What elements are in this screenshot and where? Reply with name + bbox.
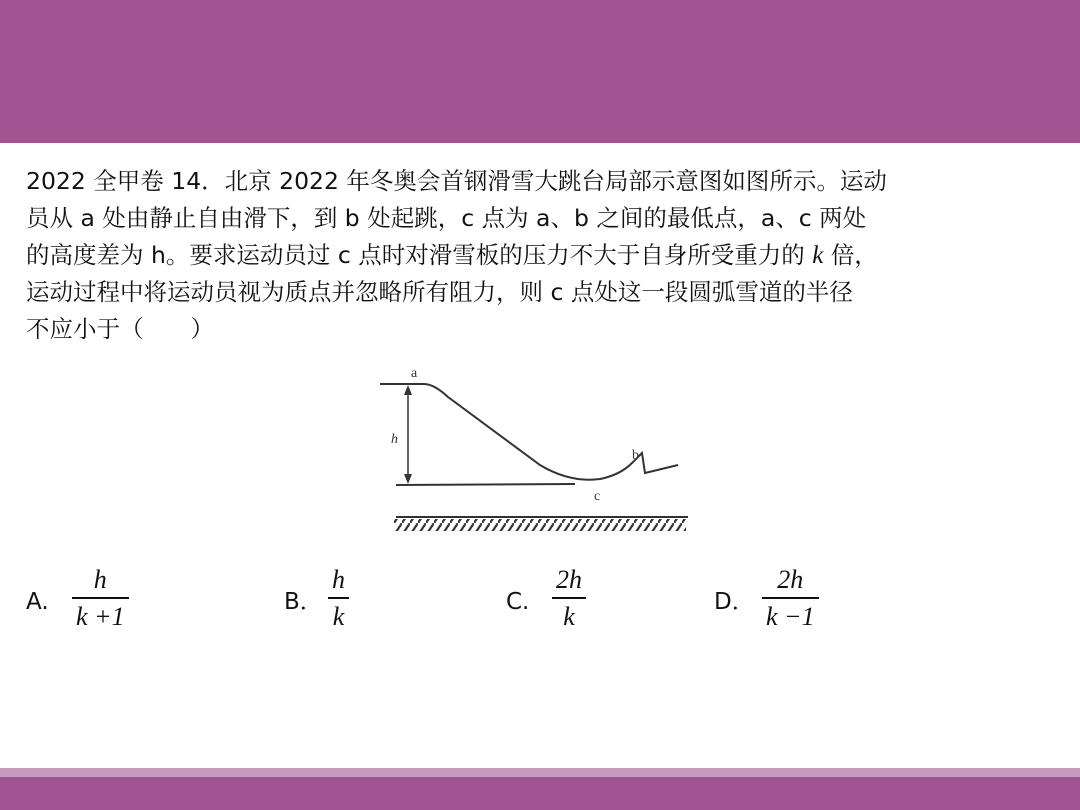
- question-line-4: 运动过程中将运动员视为质点并忽略所有阻力，则 c 点处这一段圆弧雪道的半径: [26, 278, 853, 306]
- fraction-bar: [552, 597, 586, 599]
- question-line-3: [26, 237, 1056, 274]
- question-line-3-end: 倍，: [830, 241, 878, 269]
- label-b: b: [632, 448, 639, 463]
- header-band: [0, 0, 1080, 143]
- option-a[interactable]: [26, 565, 166, 640]
- arrow-head-bottom: [404, 474, 412, 484]
- question-line-5: 不应小于（ ）: [26, 315, 214, 343]
- question-line-1: 2022 全甲卷 14．北京 2022 年冬奥会首钢滑雪大跳台局部示意图如图所示。运动: [26, 167, 887, 195]
- option-b-denominator: k: [332, 601, 345, 631]
- option-d-fraction: [762, 565, 819, 632]
- label-c: c: [594, 489, 601, 504]
- footer-band: [0, 777, 1080, 810]
- option-a-fraction: [72, 565, 129, 632]
- option-d[interactable]: [714, 565, 854, 640]
- fraction-bar: [328, 597, 349, 599]
- label-h: h: [391, 432, 398, 447]
- k-symbol: k: [812, 242, 824, 269]
- ski-jump-svg: [370, 355, 700, 540]
- option-b-numerator: h: [332, 565, 345, 594]
- option-d-denominator: k −1: [766, 601, 815, 631]
- option-a-letter: A.: [26, 589, 49, 615]
- option-c-letter: C.: [506, 589, 530, 615]
- option-c-denominator: k: [563, 601, 575, 631]
- option-c-numerator: 2h: [556, 565, 582, 594]
- option-d-numerator: 2h: [777, 565, 804, 594]
- ground-hatch: [394, 519, 686, 531]
- question-line-3-text: 的高度差为 h。要求运动员过 c 点时对滑雪板的压力不大于自身所受重力的: [26, 241, 805, 269]
- question-text: [26, 163, 1056, 348]
- label-a: a: [411, 366, 418, 381]
- option-b-fraction: [328, 565, 349, 632]
- option-c-fraction: [552, 565, 586, 632]
- option-d-letter: D．: [714, 589, 755, 615]
- question-line-2: 员从 a 处由静止自由滑下，到 b 处起跳，c 点为 a、b 之间的最低点，a、c 两处: [26, 204, 867, 232]
- reference-line: [396, 484, 575, 485]
- option-b[interactable]: [284, 565, 384, 640]
- fraction-bar: [762, 597, 819, 599]
- ski-slope-curve: [380, 384, 678, 480]
- ski-jump-diagram: [370, 355, 700, 540]
- footer-band-light: [0, 768, 1080, 777]
- option-a-denominator: k +1: [76, 601, 125, 631]
- fraction-bar: [72, 597, 129, 599]
- arrow-head-top: [404, 385, 412, 395]
- option-c[interactable]: [506, 565, 626, 640]
- option-b-letter: B．: [284, 589, 323, 615]
- option-a-numerator: h: [93, 565, 107, 594]
